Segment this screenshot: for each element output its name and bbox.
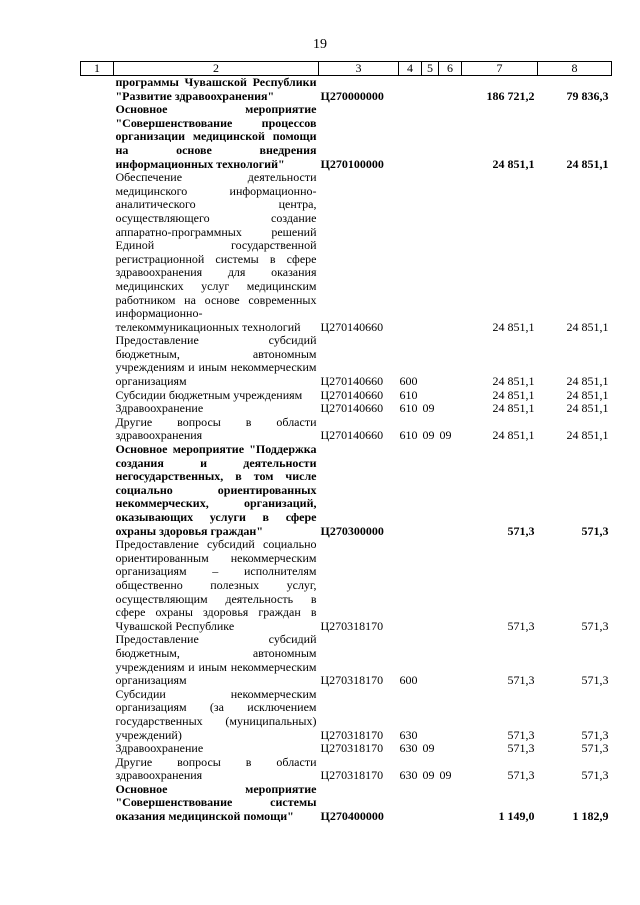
cell-amount-1: 24 851,1 — [492, 156, 535, 171]
cell-amount-2: 571,3 — [581, 741, 609, 756]
cell-subsection — [439, 538, 462, 633]
cell-group — [399, 538, 422, 633]
cell-amount-2: 24 851,1 — [566, 387, 609, 402]
cell-name: Здравоохранение — [115, 401, 204, 416]
column-header-2: 2 — [114, 62, 319, 76]
cell-amount-1: 24 851,1 — [492, 428, 535, 443]
cell-section: 09 — [422, 428, 435, 443]
table-row — [81, 416, 612, 443]
table-row — [81, 688, 612, 742]
cell-section: 09 — [422, 401, 435, 416]
table-row — [81, 742, 612, 756]
cell-name: Субсидии некоммерческим организациям (за исключением государственных (муниципальных) учреждений) — [115, 686, 317, 742]
cell-subsection — [439, 633, 462, 687]
cell-section: 09 — [422, 768, 435, 783]
column-header-1: 1 — [81, 62, 114, 76]
cell-name: Другие вопросы в области здравоохранения — [115, 754, 317, 783]
header-row — [81, 62, 612, 76]
cell-amount-1: 571,3 — [507, 523, 535, 538]
cell-amount-1: 571,3 — [507, 618, 535, 633]
cell-amount-2: 1 182,9 — [572, 809, 609, 824]
table-row — [81, 443, 612, 538]
table-row — [81, 756, 612, 783]
cell-group — [399, 443, 422, 538]
cell-code: Ц270318170 — [320, 768, 384, 783]
cell-section — [422, 76, 439, 104]
cell-blank — [81, 633, 114, 687]
cell-subsection — [439, 334, 462, 388]
cell-name: Предоставление субсидий бюджетным, автономным учреждениям и иным некоммерческим организациям — [115, 333, 317, 389]
cell-amount-2: 571,3 — [581, 618, 609, 633]
cell-name: Субсидии бюджетным учреждениям — [115, 387, 303, 402]
budget-table — [80, 61, 612, 824]
cell-name: Здравоохранение — [115, 741, 204, 756]
cell-group — [399, 103, 422, 171]
cell-amount-1: 571,3 — [507, 673, 535, 688]
cell-blank — [81, 756, 114, 783]
cell-group: 610 — [399, 387, 418, 402]
table-row — [81, 171, 612, 334]
cell-amount-1: 24 851,1 — [492, 387, 535, 402]
cell-blank — [81, 389, 114, 403]
cell-amount-2: 24 851,1 — [566, 401, 609, 416]
table-body — [81, 76, 612, 824]
table-row — [81, 633, 612, 687]
cell-code: Ц270000000 — [320, 88, 384, 103]
cell-group: 630 — [399, 768, 418, 783]
cell-group: 630 — [399, 741, 418, 756]
cell-subsection — [439, 402, 462, 416]
column-header-8: 8 — [538, 62, 612, 76]
cell-subsection: 09 — [439, 428, 452, 443]
cell-code: Ц270140660 — [320, 401, 384, 416]
cell-section — [422, 389, 439, 403]
cell-subsection — [439, 443, 462, 538]
column-header-6: 6 — [439, 62, 462, 76]
cell-amount-2: 24 851,1 — [566, 428, 609, 443]
cell-blank — [81, 334, 114, 388]
cell-code: Ц270318170 — [320, 741, 384, 756]
cell-section — [422, 633, 439, 687]
table-row — [81, 334, 612, 388]
cell-code: Ц270140660 — [320, 387, 384, 402]
cell-blank — [81, 688, 114, 742]
cell-amount-1: 186 721,2 — [486, 88, 535, 103]
cell-amount-2: 24 851,1 — [566, 374, 609, 389]
cell-name: программы Чувашской Республики "Развитие здравоохранения" — [115, 75, 317, 103]
table-row — [81, 402, 612, 416]
cell-section — [422, 103, 439, 171]
cell-blank — [81, 742, 114, 756]
table-row — [81, 76, 612, 104]
cell-subsection — [439, 688, 462, 742]
cell-blank — [81, 76, 114, 104]
cell-amount-1: 24 851,1 — [492, 319, 535, 334]
table-header — [81, 62, 612, 76]
cell-amount-2: 571,3 — [581, 727, 609, 742]
cell-code: Ц270140660 — [320, 319, 384, 334]
table-row — [81, 389, 612, 403]
cell-blank — [81, 538, 114, 633]
cell-amount-1: 571,3 — [507, 727, 535, 742]
cell-code: Ц270400000 — [320, 809, 384, 824]
cell-blank — [81, 783, 114, 824]
cell-amount-1: 24 851,1 — [492, 401, 535, 416]
cell-subsection — [439, 76, 462, 104]
cell-group: 610 — [399, 428, 418, 443]
cell-code: Ц270318170 — [320, 618, 384, 633]
cell-blank — [81, 416, 114, 443]
cell-blank — [81, 171, 114, 334]
page-number: 19 — [313, 37, 327, 52]
cell-amount-2: 79 836,3 — [566, 88, 609, 103]
table-row — [81, 783, 612, 824]
table-row — [81, 103, 612, 171]
cell-group: 600 — [399, 374, 418, 389]
cell-code: Ц270140660 — [320, 374, 384, 389]
cell-code: Ц270300000 — [320, 523, 384, 538]
cell-name: Предоставление субсидий бюджетным, автономным учреждениям и иным некоммерческим организациям — [115, 632, 317, 688]
cell-section: 09 — [422, 741, 435, 756]
cell-code: Ц270318170 — [320, 673, 384, 688]
cell-subsection — [439, 742, 462, 756]
cell-code: Ц270100000 — [320, 156, 384, 171]
cell-section — [422, 783, 439, 824]
cell-amount-1: 1 149,0 — [498, 809, 535, 824]
cell-code: Ц270140660 — [320, 428, 384, 443]
cell-subsection — [439, 783, 462, 824]
cell-code: Ц270318170 — [320, 727, 384, 742]
cell-subsection: 09 — [439, 768, 452, 783]
cell-section — [422, 171, 439, 334]
cell-blank — [81, 443, 114, 538]
column-header-4: 4 — [399, 62, 422, 76]
cell-name: Обеспечение деятельности медицинского информационно-аналитического центра, осуществляющего создание аппаратно-программных решений Единой государственной регистрационной системы в сфере здравоохранения для оказания медицинских услуг медицинским работником на основе современных информационно-телекоммуникационных технологий — [115, 170, 317, 334]
cell-amount-2: 571,3 — [581, 768, 609, 783]
column-header-5: 5 — [422, 62, 439, 76]
cell-name: Другие вопросы в области здравоохранения — [115, 414, 317, 443]
cell-amount-2: 24 851,1 — [566, 319, 609, 334]
cell-amount-2: 571,3 — [581, 523, 609, 538]
cell-group: 600 — [399, 673, 418, 688]
cell-group: 630 — [399, 727, 418, 742]
cell-amount-1: 571,3 — [507, 741, 535, 756]
cell-amount-1: 24 851,1 — [492, 374, 535, 389]
cell-subsection — [439, 103, 462, 171]
cell-amount-2: 24 851,1 — [566, 156, 609, 171]
cell-name: Основное мероприятие "Поддержка создания и деятельности негосударственных, в том числе социально ориентированных некоммерческих, организаций, оказывающих услуги в сфере охраны здоровья граждан" — [115, 442, 317, 538]
cell-amount-2: 571,3 — [581, 673, 609, 688]
cell-section — [422, 443, 439, 538]
column-header-7: 7 — [462, 62, 538, 76]
cell-blank — [81, 402, 114, 416]
cell-group — [399, 171, 422, 334]
table-row — [81, 538, 612, 633]
cell-name: Предоставление субсидий социально ориентированным некоммерческим организациям – исполнителям общественно полезных услуг, осуществляющим деятельность в сфере охраны здоровья граждан в Чувашской Республике — [115, 537, 317, 633]
cell-section — [422, 334, 439, 388]
cell-subsection — [439, 389, 462, 403]
cell-name: Основное мероприятие "Совершенствование процессов организации медицинской помощи на основе внедрения информационных технологий" — [115, 102, 317, 171]
cell-section — [422, 538, 439, 633]
cell-group — [399, 76, 422, 104]
cell-blank — [81, 103, 114, 171]
column-header-3: 3 — [319, 62, 399, 76]
cell-amount-1: 571,3 — [507, 768, 535, 783]
cell-name: Основное мероприятие "Совершенствование системы оказания медицинской помощи" — [115, 781, 317, 824]
cell-group: 610 — [399, 401, 418, 416]
cell-subsection — [439, 171, 462, 334]
cell-section — [422, 688, 439, 742]
cell-group — [399, 783, 422, 824]
